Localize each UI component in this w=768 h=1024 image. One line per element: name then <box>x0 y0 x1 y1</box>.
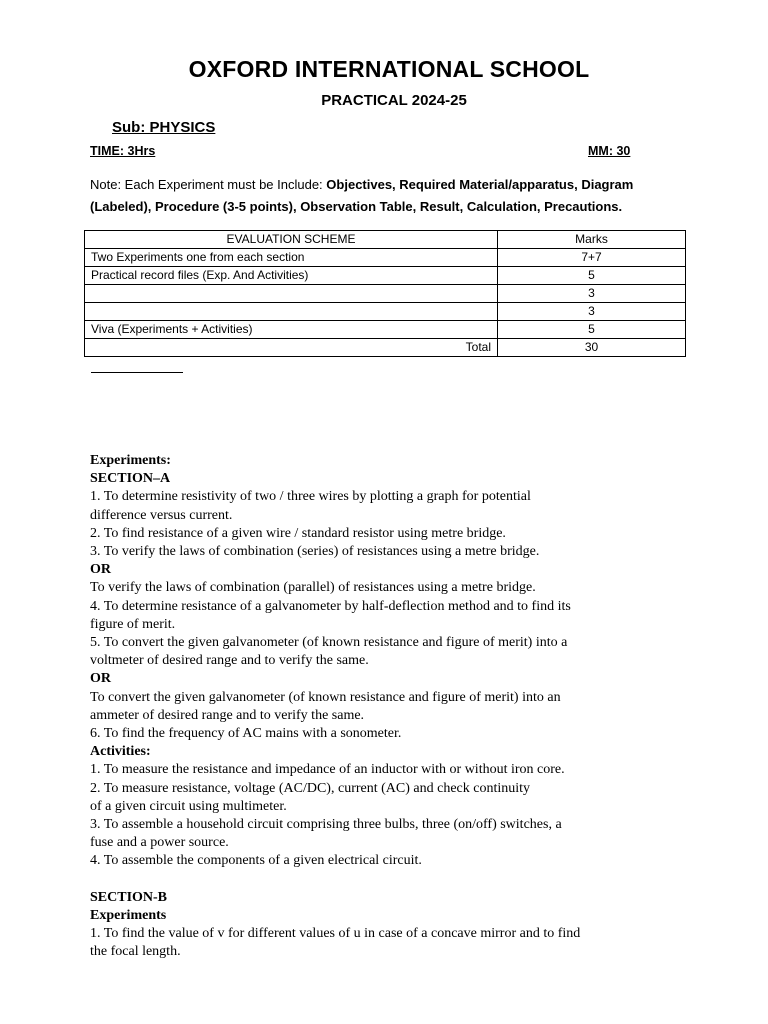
text-line: fuse and a power source. <box>90 835 229 851</box>
text-line: the focal length. <box>90 944 181 960</box>
text-line: 6. To find the frequency of AC mains with a sonometer. <box>90 726 402 742</box>
text-line: To convert the given galvanometer (of known resistance and figure of merit) into an <box>90 689 561 705</box>
scheme-cell: Practical record files (Exp. And Activities) <box>85 267 498 285</box>
marks-cell: 3 <box>498 303 686 321</box>
scheme-cell: Viva (Experiments + Activities) <box>85 321 498 339</box>
section-heading: SECTION-B <box>90 889 168 905</box>
blank-line <box>90 871 680 889</box>
marks-cell: 5 <box>498 267 686 285</box>
table-total-row <box>85 339 686 357</box>
text-line: 3. To verify the laws of combination (series) of resistances using a metre bridge. <box>90 544 540 560</box>
time-label: TIME: 3Hrs <box>90 144 156 158</box>
text-line: 5. To convert the given galvanometer (of known resistance and figure of merit) into a <box>90 635 568 651</box>
text-line: 1. To find the value of v for different values of u in case of a concave mirror and to find <box>90 926 581 942</box>
table-row <box>85 249 686 267</box>
max-marks-label: MM: 30 <box>588 144 631 158</box>
scheme-cell <box>85 303 498 321</box>
text-line: To verify the laws of combination (parallel) of resistances using a metre bridge. <box>90 580 536 596</box>
table-row <box>85 267 686 285</box>
text-line: 1. To measure the resistance and impedance of an inductor with or without iron core. <box>90 762 565 778</box>
section-heading: OR <box>90 562 111 578</box>
scheme-cell: Two Experiments one from each section <box>85 249 498 267</box>
text-line: figure of merit. <box>90 616 176 632</box>
text-line: 2. To measure resistance, voltage (AC/DC), current (AC) and check continuity <box>90 780 531 796</box>
section-heading: Experiments: <box>90 453 171 468</box>
text-line: 2. To find resistance of a given wire / standard resistor using metre bridge. <box>90 525 506 541</box>
table-header-row <box>85 231 686 249</box>
table-row <box>85 303 686 321</box>
marks-cell: 7+7 <box>498 249 686 267</box>
total-value: 30 <box>498 339 686 357</box>
evaluation-table <box>84 230 686 357</box>
text-line: difference versus current. <box>90 507 233 523</box>
experiment-list <box>90 452 680 962</box>
scheme-cell <box>85 285 498 303</box>
marks-cell: 5 <box>498 321 686 339</box>
text-line: 4. To assemble the components of a given electrical circuit. <box>90 853 422 869</box>
practical-title: PRACTICAL 2024-25 <box>321 92 467 109</box>
section-heading: Experiments <box>90 908 167 924</box>
text-line: of a given circuit using multimeter. <box>90 798 287 814</box>
section-heading: OR <box>90 671 111 687</box>
horizontal-rule <box>91 372 183 373</box>
marks-cell: 3 <box>498 285 686 303</box>
table-row <box>85 285 686 303</box>
section-heading: SECTION–A <box>90 471 171 487</box>
text-line: voltmeter of desired range and to verify the same. <box>90 653 369 669</box>
note-paragraph <box>90 174 690 218</box>
note-requirements: Objectives, Required Material/apparatus, Diagram (Labeled), Procedure (3-5 points), Observation Table, Result, Calculation, Precautions. <box>90 177 634 214</box>
header-scheme: EVALUATION SCHEME <box>85 231 498 249</box>
total-label: Total <box>85 339 498 357</box>
table-row <box>85 321 686 339</box>
text-line: 4. To determine resistance of a galvanometer by half-deflection method and to find its <box>90 598 571 614</box>
text-line: ammeter of desired range and to verify the same. <box>90 707 365 723</box>
text-line: 1. To determine resistivity of two / three wires by plotting a graph for potential <box>90 489 531 505</box>
note-prefix: Note: Each Experiment must be Include: <box>90 177 327 192</box>
school-title: OXFORD INTERNATIONAL SCHOOL <box>188 56 590 82</box>
section-heading: Activities: <box>90 744 151 760</box>
subject-heading: Sub: PHYSICS <box>112 119 216 136</box>
header-marks: Marks <box>498 231 686 249</box>
text-line: 3. To assemble a household circuit comprising three bulbs, three (on/off) switches, a <box>90 817 562 833</box>
